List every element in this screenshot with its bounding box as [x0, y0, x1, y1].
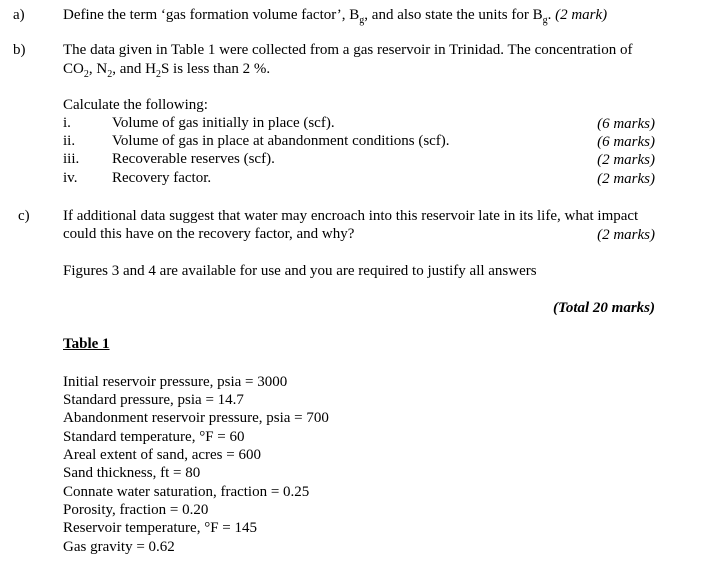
table-row: Standard temperature, °F = 60	[63, 429, 245, 445]
subscript: 2	[155, 69, 161, 80]
item-text: Recoverable reserves (scf).	[112, 151, 275, 167]
table-row: Reservoir temperature, °F = 145	[63, 520, 257, 536]
table-row: Sand thickness, ft = 80	[63, 465, 201, 481]
item-text: Recovery factor.	[112, 170, 212, 186]
figures-note: Figures 3 and 4 are available for use and you are required to justify all answers	[63, 263, 537, 279]
part-b-intro-line2	[63, 60, 270, 84]
part-a-text-mid: , and also state the units for B	[364, 7, 543, 23]
item-num: iv.	[63, 170, 78, 186]
part-a-label: a)	[13, 7, 25, 23]
part-c-label: c)	[18, 208, 30, 224]
table-row: Porosity, fraction = 0.20	[63, 502, 209, 518]
item-text: Volume of gas in place at abandonment conditions (scf).	[112, 133, 450, 149]
part-a-text-before: Define the term ‘gas formation volume factor’, B	[63, 7, 360, 23]
item-marks: (2 marks)	[597, 171, 655, 187]
item-num: iii.	[63, 151, 80, 167]
table-title: Table 1	[63, 336, 110, 352]
part-b-label: b)	[13, 42, 26, 58]
part-b-intro-line1: The data given in Table 1 were collected from a gas reservoir in Trinidad. The concentration of	[63, 42, 633, 58]
subscript: 2	[83, 69, 89, 80]
table-row: Standard pressure, psia = 14.7	[63, 392, 244, 408]
item-num: i.	[63, 115, 71, 131]
calc-heading: Calculate the following:	[63, 97, 208, 113]
part-a-text-after: .	[547, 7, 552, 23]
item-marks: (6 marks)	[597, 116, 655, 132]
subscript: g	[359, 15, 365, 26]
table-row: Areal extent of sand, acres = 600	[63, 447, 261, 463]
total-marks: (Total 20 marks)	[553, 300, 655, 316]
part-a-question	[63, 6, 607, 30]
part-a-marks: (2 mark)	[555, 7, 608, 23]
item-marks: (6 marks)	[597, 134, 655, 150]
table-row: Gas gravity = 0.62	[63, 539, 175, 555]
subscript: g	[542, 15, 548, 26]
text: , and H	[112, 61, 156, 77]
part-c-line1: If additional data suggest that water may encroach into this reservoir late in its life, what impact	[63, 208, 639, 224]
text: S is less than 2 %.	[160, 61, 271, 77]
table-row: Connate water saturation, fraction = 0.25	[63, 484, 310, 500]
item-marks: (2 marks)	[597, 152, 655, 168]
text: , N	[88, 61, 108, 77]
table-row: Initial reservoir pressure, psia = 3000	[63, 374, 288, 390]
subscript: 2	[107, 69, 113, 80]
text: CO	[63, 61, 84, 77]
item-num: ii.	[63, 133, 76, 149]
item-text: Volume of gas initially in place (scf).	[112, 115, 335, 131]
part-c-marks: (2 marks)	[597, 227, 655, 243]
table-row: Abandonment reservoir pressure, psia = 700	[63, 410, 329, 426]
part-c-line2: could this have on the recovery factor, and why?	[63, 226, 355, 242]
